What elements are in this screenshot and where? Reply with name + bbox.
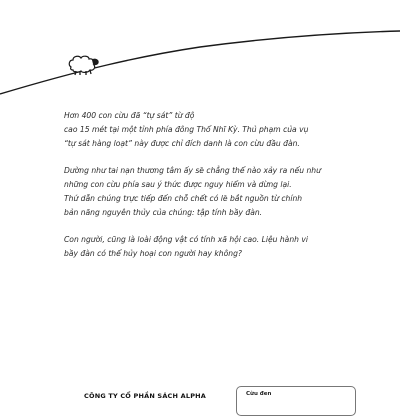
text-line: Dường như tai nạn thương tâm ấy sẽ chẳng thể nào xảy ra nếu như — [64, 166, 321, 175]
text-line: bầy đàn có thể hủy hoại con người hay không? — [64, 249, 242, 258]
paragraph-2 — [64, 164, 348, 220]
text-line: Hơn 400 con cừu đã “tự sát” từ độ — [64, 111, 195, 120]
back-cover-text — [64, 109, 348, 274]
text-line: “tự sát hàng loạt” này được chỉ đích danh là con cừu đầu đàn. — [64, 139, 300, 148]
sheep-icon — [66, 54, 100, 76]
publisher-name: CÔNG TY CỔ PHẦN SÁCH ALPHA — [84, 392, 207, 400]
book-label-text: Cừu đen — [246, 391, 272, 397]
book-label-box — [236, 386, 356, 416]
text-line: bản năng nguyên thủy của chúng: tập tính bầy đàn. — [64, 208, 263, 217]
paragraph-3 — [64, 233, 348, 261]
text-line: Con người, cũng là loài động vật có tính xã hội cao. Liệu hành vi — [64, 235, 308, 244]
text-line: Thứ dẫn chúng trực tiếp đến chỗ chết có lẽ bắt nguồn từ chính — [64, 194, 303, 203]
text-line: những con cừu phía sau ý thức được nguy hiểm và dừng lại. — [64, 180, 292, 189]
text-line: cao 15 mét tại một tỉnh phía đông Thổ Nhĩ Kỳ. Thủ phạm của vụ — [64, 125, 309, 134]
paragraph-1 — [64, 109, 348, 151]
